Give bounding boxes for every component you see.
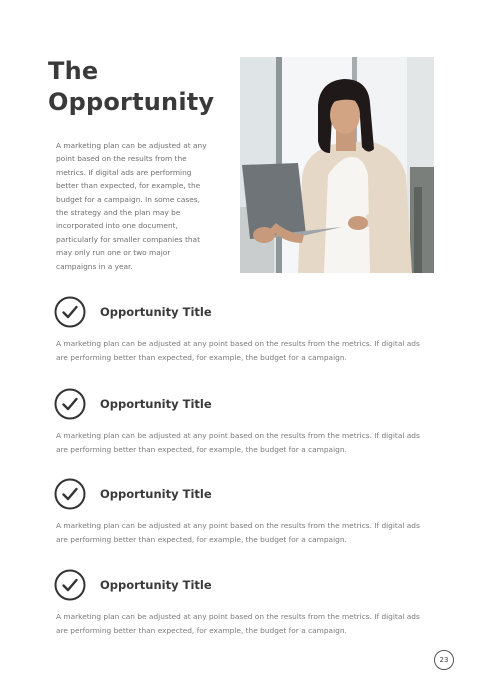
page-title xyxy=(48,56,214,118)
opportunity-description: A marketing plan can be adjusted at any point based on the results from the metrics. If digital ads are performing better than expected, for example, the budget for a campaign. xyxy=(56,521,420,544)
opportunity-title: Opportunity Title xyxy=(100,578,212,592)
opportunity-description: A marketing plan can be adjusted at any point based on the results from the metrics. If digital ads are performing better than expected, for example, the budget for a campaign. xyxy=(56,431,420,454)
intro-paragraph: A marketing plan can be adjusted at any point based on the results from the metrics. If digital ads are performing better than expected, for example, the budget for a campaign. In some cases, the strategy and the plan may be incorporated into one document, particularly for smaller companies that may only run one or two major campaigns in a year. xyxy=(56,141,207,271)
person-with-laptop-image xyxy=(240,57,434,273)
check-circle-icon xyxy=(54,478,86,510)
page-title-line-1: The xyxy=(48,57,99,85)
check-circle-icon xyxy=(54,388,86,420)
check-circle-icon xyxy=(54,569,86,601)
opportunity-title: Opportunity Title xyxy=(100,487,212,501)
opportunity-title: Opportunity Title xyxy=(100,305,212,319)
page-number-badge: 23 xyxy=(434,650,454,670)
check-circle-icon xyxy=(54,296,86,328)
opportunity-title: Opportunity Title xyxy=(100,397,212,411)
opportunity-description: A marketing plan can be adjusted at any point based on the results from the metrics. If digital ads are performing better than expected, for example, the budget for a campaign. xyxy=(56,339,420,362)
opportunity-description: A marketing plan can be adjusted at any point based on the results from the metrics. If digital ads are performing better than expected, for example, the budget for a campaign. xyxy=(56,612,420,635)
page-title-line-2: Opportunity xyxy=(48,88,215,116)
hero-photo xyxy=(240,57,434,273)
